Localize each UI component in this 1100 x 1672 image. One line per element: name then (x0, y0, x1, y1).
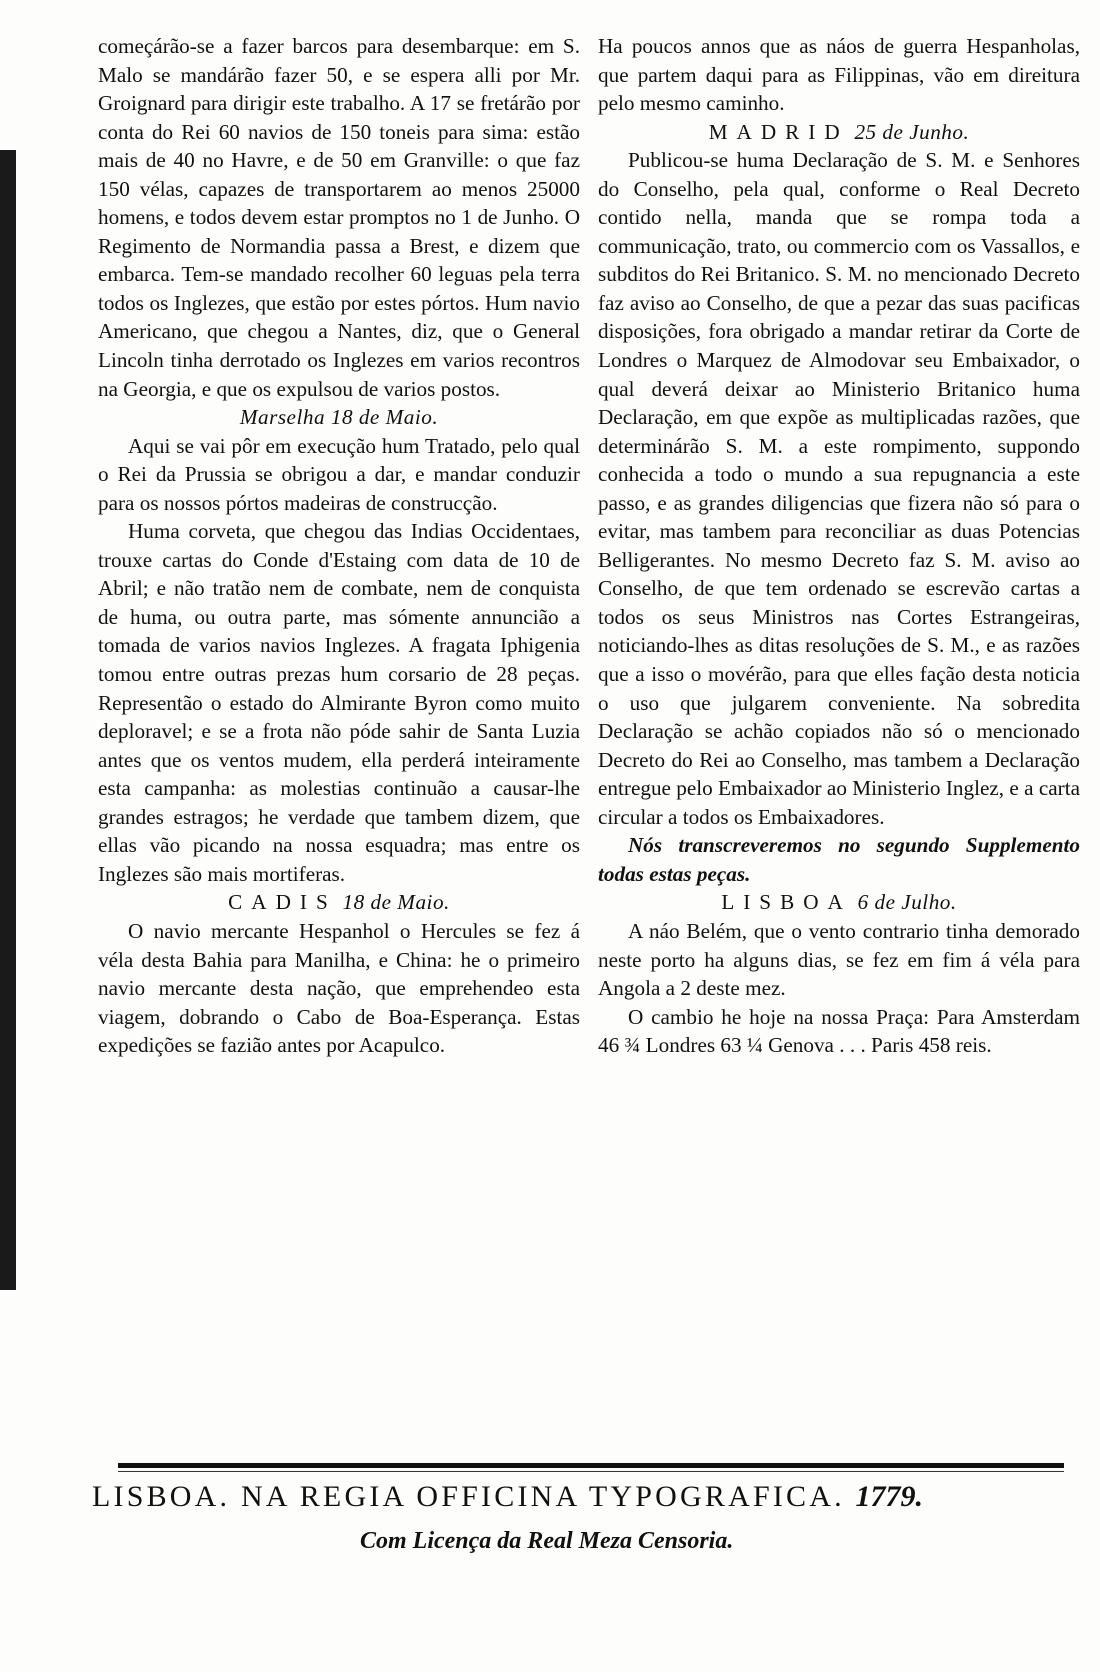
editor-note: Nós transcreveremos no segundo Supplemento todas estas peças. (598, 833, 1080, 886)
license-line: Com Licença da Real Meza Censoria. (360, 1528, 734, 1554)
article-paragraph: O navio mercante Hespanhol o Hercules se fez á véla desta Bahia para Manilha, e China: he o primeiro navio mercante desta nação, que emprehendeo esta viagem, dobrando o Cabo de Boa-Esperança. Estas expedições se fazião antes por Acapulco. (98, 918, 580, 1058)
imprint-line (92, 1478, 1082, 1516)
dateline-lisboa (598, 888, 1080, 917)
article-paragraph: Huma corveta, que chegou das Indias Occidentaes, trouxe cartas do Conde d'Estaing com data de 10 de Abril; e não tratão nem de combate, nem de conquista de huma, ou outra parte, mas sómente annuncião a tomada de varios navios Inglezes. A fragata Iphigenia tomou entre outras prezas hum corsario de 28 peças. Representão o estado do Almirante Byron como muito deploravel; e se a frota não póde sahir de Santa Luzia antes que os ventos mudem, ella perderá inteiramente esta campanha: as molestias continuão a causar-lhe grandes estragos; he verdade que tambem dizem, que ellas vão picando na nossa esquadra; mas entre os Inglezes são mais mortiferas. (98, 519, 580, 886)
right-column (598, 32, 1080, 1060)
footer-rule-thick (118, 1463, 1064, 1468)
dateline-date: 18 de Maio. (342, 890, 450, 915)
dateline-place: MADRID (708, 119, 849, 144)
article-paragraph: A náo Belém, que o vento contrario tinha demorado neste porto ha alguns dias, se fez em fim á véla para Angola a 2 deste mez. (598, 918, 1080, 1001)
article-paragraph: Aqui se vai pôr em execução hum Tratado, pelo qual o Rei da Prussia se obrigou a dar, e mandar conduzir para os nossos pórtos madeiras de construcção. (98, 433, 580, 515)
imprint-text: LISBOA. NA REGIA OFFICINA TYPOGRAFICA. (92, 1480, 845, 1513)
scan-edge-shadow (0, 150, 16, 1290)
dateline-date: 6 de Julho. (857, 890, 957, 915)
footer-rule-thin (118, 1471, 1064, 1472)
imprint-year: 1779. (855, 1480, 924, 1513)
dateline-madrid (598, 118, 1080, 147)
article-paragraph: Ha poucos annos que as náos de guerra Hespanholas, que partem daqui para as Filippinas, vão em direitura pelo mesmo caminho. (598, 34, 1080, 116)
article-paragraph: começárão-se a fazer barcos para desembarque: em S. Malo se mandárão fazer 50, e se espera alli por Mr. Groignard para dirigir este trabalho. A 17 se fretárão por conta do Rei 60 navios de 150 toneis para sima: estão mais de 40 no Havre, e de 50 em Granville: o que faz 150 vélas, capazes de transportarem ao menos 25000 homens, e todos devem estar promptos no 1 de Junho. O Regimento de Normandia passa a Brest, e dizem que embarca. Tem-se mandado recolher 60 leguas pela terra todos os Inglezes, que estão por estes pórtos. Hum navio Americano, que chegou a Nantes, diz, que o General Lincoln tinha derrotado os Inglezes em varios recontros na Georgia, e que os expulsou de varios postos. (98, 34, 580, 401)
dateline-marselha (98, 403, 580, 432)
dateline-place: CADIS (228, 890, 337, 915)
dateline-date: 25 de Junho. (854, 119, 970, 144)
article-paragraph: O cambio he hoje na nossa Praça: Para Amsterdam 46 ¾ Londres 63 ¼ Genova . . . Paris 458 reis. (598, 1004, 1080, 1058)
left-column (98, 32, 580, 1060)
dateline-date: 18 de Maio. (330, 405, 439, 430)
dateline-place: Marselha (239, 405, 326, 430)
dateline-place: LISBOA (721, 890, 852, 915)
dateline-cadis (98, 888, 580, 917)
article-paragraph: Publicou-se huma Declaração de S. M. e Senhores do Conselho, pela qual, conforme o Real Decreto contido nella, manda que se rompa toda a communicação, trato, ou commercio com os Vassallos, e subditos do Rei Britanico. S. M. no mencionado Decreto faz aviso ao Conselho, de que a pezar das suas pacificas disposições, fora obrigado a mandar retirar da Corte de Londres o Marquez de Almodovar seu Embaixador, o qual deverá deixar ao Ministerio Britanico huma Declaração, em que expõe as multiplicadas razões, que determinárão S. M. a este rompimento, suppondo conhecida a todo o mundo a sua repugnancia a este passo, e as grandes diligencias que fizera não só para o evitar, mas tambem para reconciliar as duas Potencias Belligerantes. No mesmo Decreto faz S. M. aviso ao Conselho, de que tem ordenado se escrevão cartas a todos os seus Ministros nas Cortes Estrangeiras, noticiando-lhes as ditas resoluções de S. M., e as razões que a isso o movérão, para que elles fação desta noticia o uso que julgarem conveniente. Na sobredita Declaração se achão copiados não só o mencionado Decreto do Rei ao Conselho, mas tambem a Declaração entregue pelo Embaixador ao Ministerio Inglez, e a carta circular a todos os Embaixadores. (598, 148, 1080, 829)
